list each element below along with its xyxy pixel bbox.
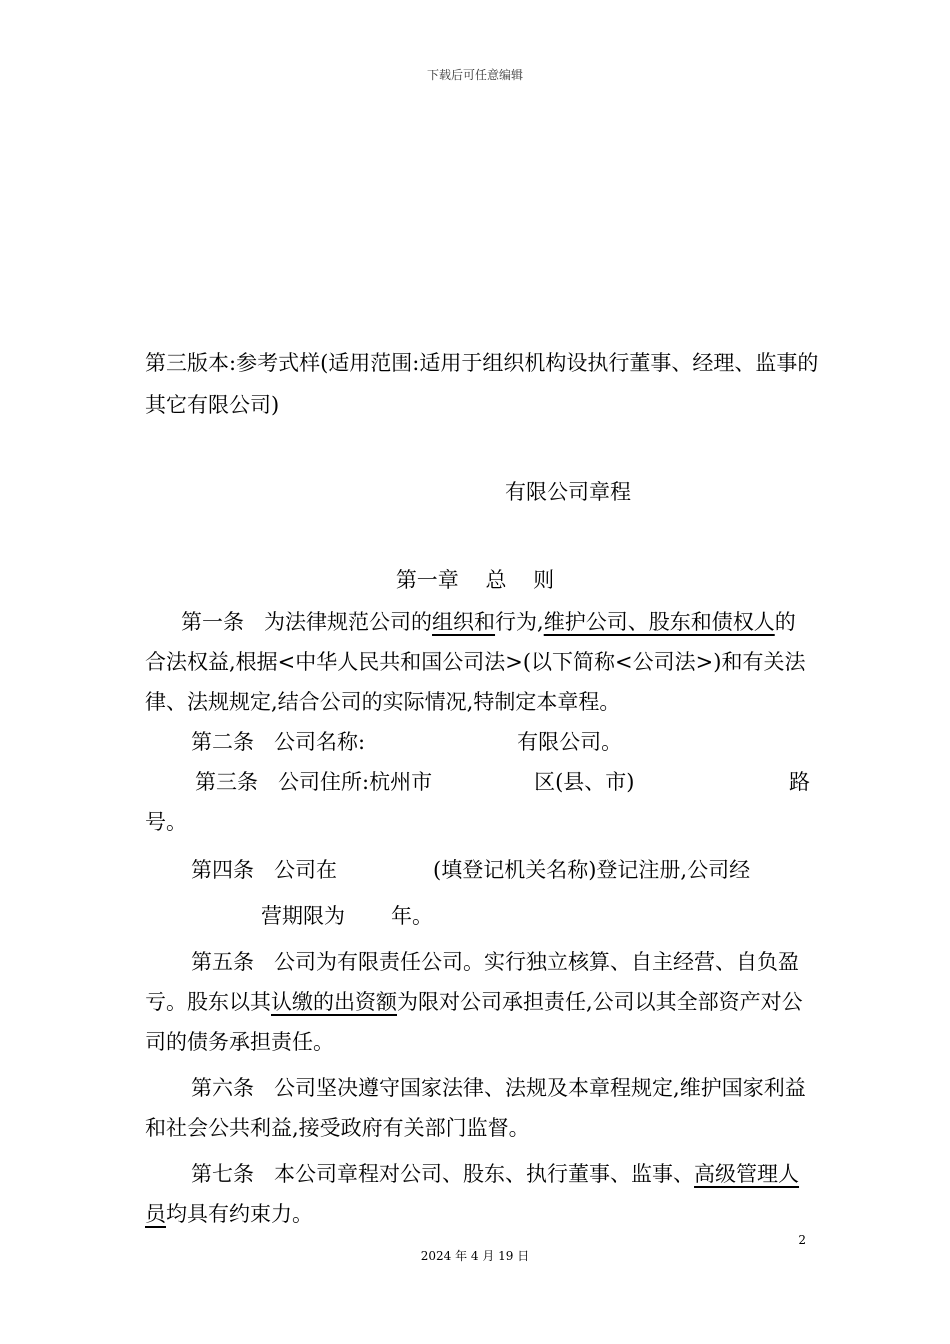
article-5-label: 第五条 xyxy=(191,950,254,974)
article-3-text-3: 路 xyxy=(789,770,810,794)
article-7-underline-1: 高级管理人员 xyxy=(145,1162,800,1226)
article-5-text-2: 为限对公司承担责任,公司以其全部资产对公司的债务承担责任。 xyxy=(145,990,803,1054)
article-4-text-4: 年。 xyxy=(391,904,433,928)
article-6 xyxy=(145,1068,810,1148)
chapter-heading xyxy=(0,564,950,594)
version-note: 第三版本:参考式样(适用范围:适用于组织机构设执行董事、经理、监事的其它有限公司) xyxy=(145,351,819,417)
article-2 xyxy=(145,722,810,762)
article-2-text-2: 有限公司。 xyxy=(517,730,623,754)
article-3-label: 第三条 xyxy=(195,770,258,794)
article-4-text-3: 营期限为 xyxy=(261,904,345,928)
article-5-text-1: 公司为有限责任公司。实行独立核算、自主经营、自负盈亏。股东以其 xyxy=(145,950,800,1014)
article-3-text-1: 公司住所:杭州市 xyxy=(278,770,433,794)
article-1-text-1: 为法律规范公司的 xyxy=(264,610,433,634)
article-1-underline-2: 维护公司、股东和债权人 xyxy=(543,610,775,634)
article-3-text-2: 区(县、市) xyxy=(534,770,635,794)
article-2-label: 第二条 xyxy=(191,730,254,754)
article-7-text-1: 本公司章程对公司、股东、执行董事、监事、 xyxy=(274,1162,695,1186)
article-6-text-1: 公司坚决遵守国家法律、法规及本章程规定,维护国家利益和社会公共利益,接受政府有关部门监督。 xyxy=(145,1076,806,1140)
article-2-text-1: 公司名称: xyxy=(274,730,366,754)
article-5 xyxy=(145,942,810,1062)
article-4-text-1: 公司在 xyxy=(274,858,338,882)
article-1-label: 第一条 xyxy=(181,610,244,634)
article-7 xyxy=(145,1154,810,1234)
document-title: 有限公司章程 xyxy=(505,480,631,504)
article-1-text-2: 行为, xyxy=(495,610,544,634)
chapter-name: 总 则 xyxy=(485,568,555,592)
footer-date: 2024 年 4 月 19 日 xyxy=(420,1249,530,1263)
article-1 xyxy=(145,602,810,722)
article-7-text-2: 均具有约束力。 xyxy=(166,1202,313,1226)
article-3 xyxy=(145,762,810,802)
page-header-note: 下载后可任意编辑 xyxy=(426,68,523,82)
article-4 xyxy=(145,850,810,890)
article-1-underline-1: 组织和 xyxy=(432,610,496,634)
article-4-cont xyxy=(145,896,810,936)
article-3-text-4: 号。 xyxy=(145,810,187,834)
article-4-label: 第四条 xyxy=(191,858,254,882)
article-4-text-2: (填登记机关名称)登记注册,公司经 xyxy=(433,858,751,882)
page-number: 2 xyxy=(798,1233,806,1247)
article-6-label: 第六条 xyxy=(191,1076,254,1100)
article-7-label: 第七条 xyxy=(191,1162,254,1186)
articles-body xyxy=(145,602,810,1234)
chapter-number: 第一章 xyxy=(395,568,459,592)
article-1-text-3: 的合法权益,根据<中华人民共和国公司法>(以下简称<公司法>)和有关法律、法规规定,结合公司的实际情况,特制定本章程。 xyxy=(145,610,806,714)
article-5-underline-1: 认缴的出资额 xyxy=(271,990,397,1014)
article-3-cont xyxy=(145,802,810,842)
